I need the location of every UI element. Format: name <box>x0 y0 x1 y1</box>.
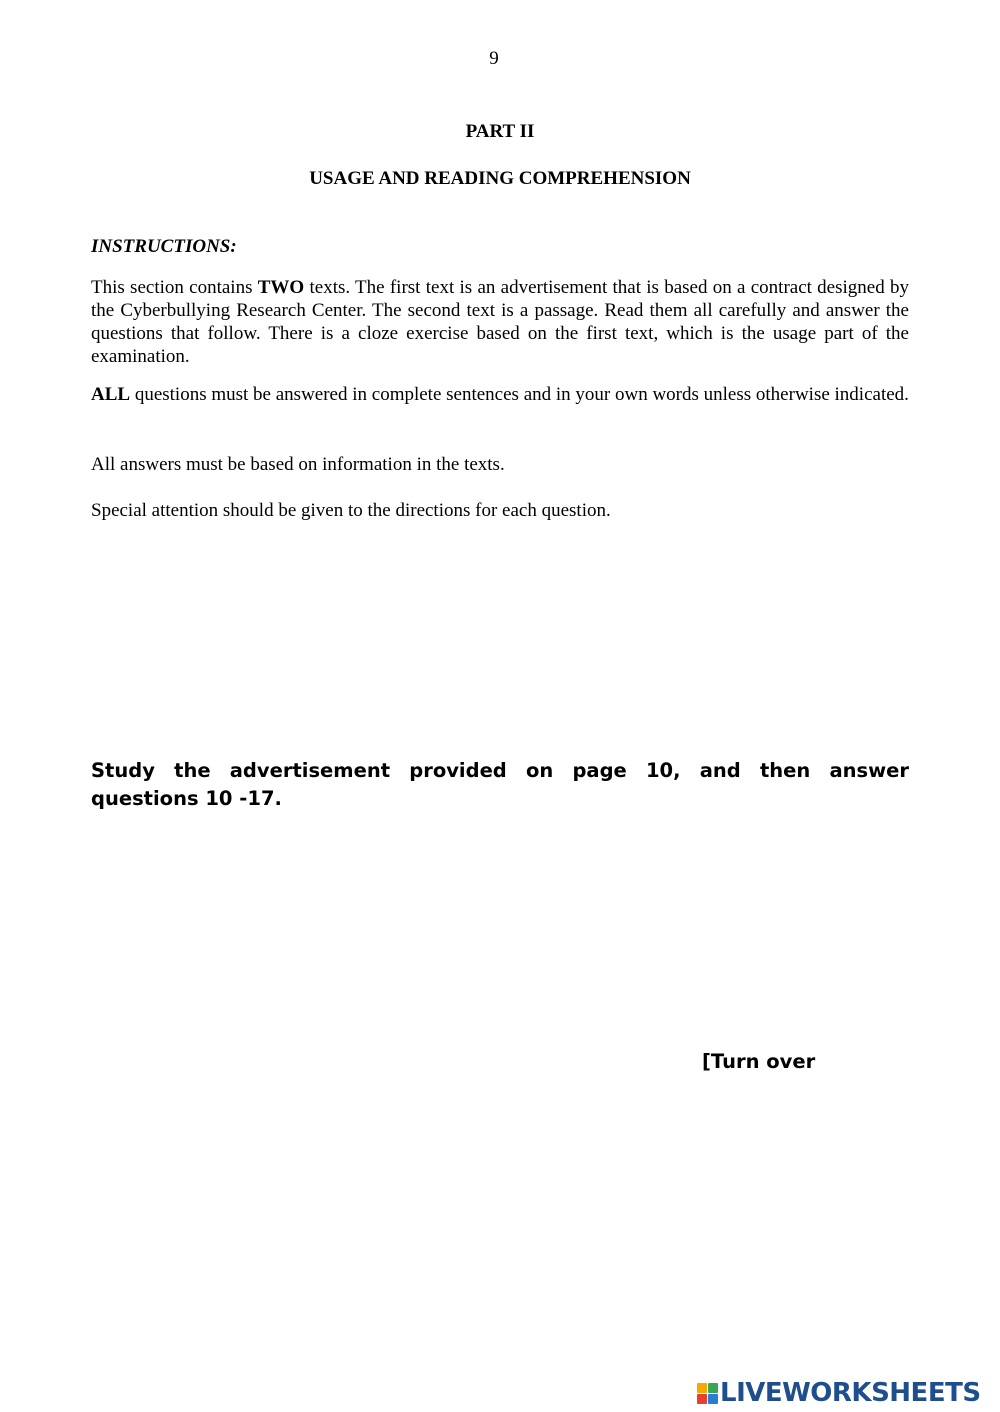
instructions-heading: INSTRUCTIONS: <box>91 236 237 257</box>
study-advertisement-note: Study the advertisement provided on page 10, and then answer questions 10 -17. <box>91 759 909 810</box>
section-title: USAGE AND READING COMPREHENSION <box>309 168 691 189</box>
liveworksheets-logo-icon <box>697 1383 718 1404</box>
instructions-paragraph-based-on-texts: All answers must be based on information in the texts. <box>91 454 505 475</box>
instructions-paragraph-directions: Special attention should be given to the directions for each question. <box>91 500 611 521</box>
instructions-paragraph-texts <box>91 276 909 368</box>
para1-rest: texts. The first text is an advertisement that is based on a contract designed by the Cyberbullying Research Center. The second text is a passage. Read them all carefully and answer the questions that follow. There is a cloze exercise based on the first text, which is the usage part of the examination. <box>91 277 909 367</box>
para2-emphasis: ALL <box>91 384 131 405</box>
liveworksheets-brand[interactable] <box>697 1375 981 1411</box>
page-number: 9 <box>489 48 499 69</box>
logo-square-1 <box>697 1383 707 1393</box>
liveworksheets-brand-name: LIVEWORKSHEETS <box>720 1378 981 1408</box>
logo-square-3 <box>697 1394 707 1404</box>
para1-emphasis: TWO <box>257 277 305 298</box>
part-title: PART II <box>465 121 535 142</box>
para2-rest: questions must be answered in complete sentences and in your own words unless otherwise indicated. <box>130 384 909 405</box>
para1-lead: This section contains <box>91 277 258 298</box>
turn-over-note: [Turn over <box>702 1050 816 1073</box>
instructions-paragraph-answers <box>91 383 909 406</box>
logo-square-2 <box>708 1383 718 1393</box>
logo-square-4 <box>708 1394 718 1404</box>
